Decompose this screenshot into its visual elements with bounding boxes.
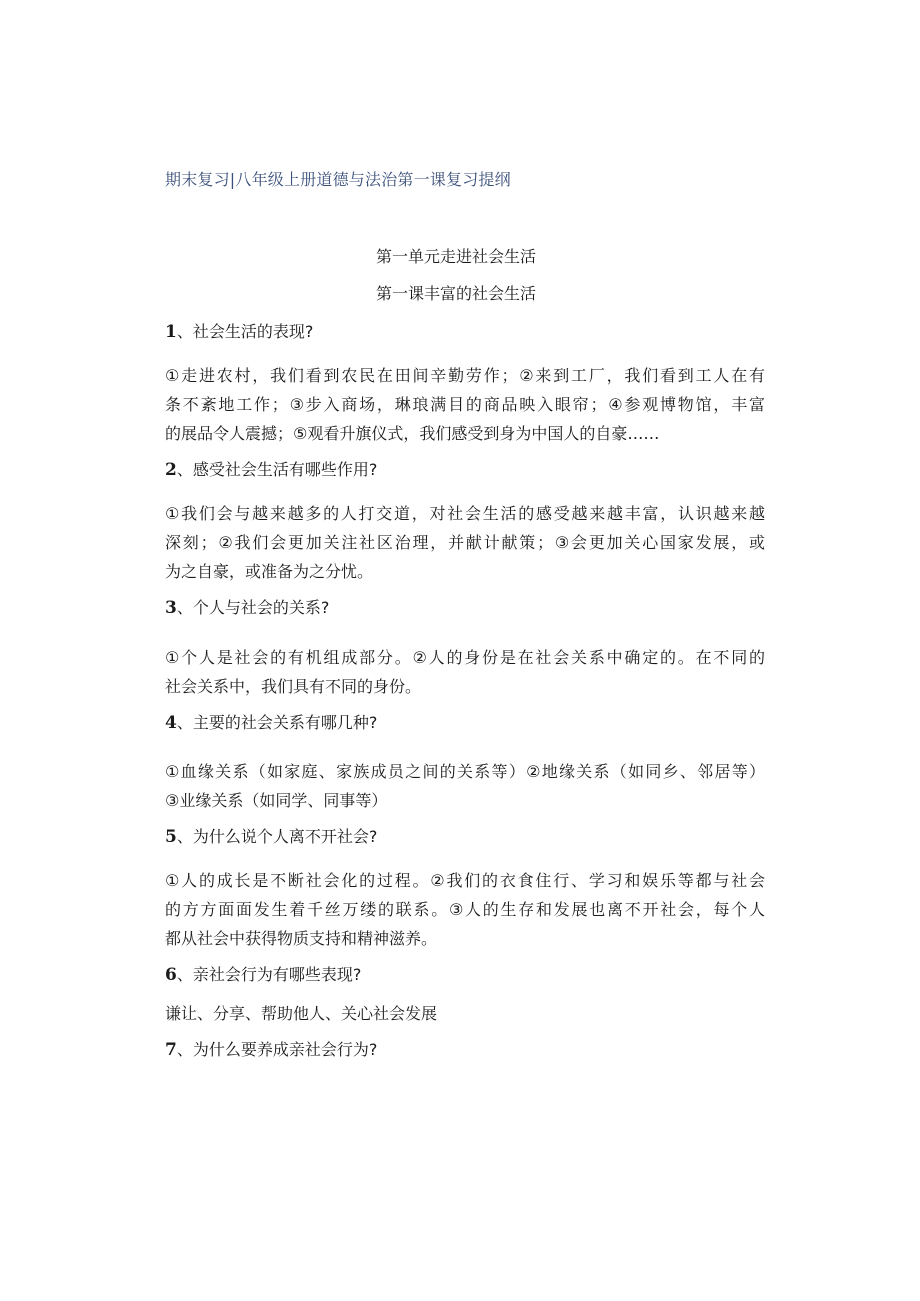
lesson-title bbox=[0, 281, 920, 304]
outline-content bbox=[165, 318, 765, 1064]
question-number: 2 bbox=[165, 460, 177, 480]
question-text: 、亲社会行为有哪些表现? bbox=[176, 965, 362, 984]
answer-6 bbox=[165, 999, 765, 1028]
section-4 bbox=[165, 709, 765, 815]
answer-line: 社会关系中，我们具有不同的身份。 bbox=[165, 677, 422, 696]
question-text: 、感受社会生活有哪些作用? bbox=[176, 460, 378, 479]
answer-line: 为之自豪，或准备为之分忧。 bbox=[165, 562, 374, 581]
answer-line: ①人的成长是不断社会化的过程。②我们的衣食住行、学习和娱乐等都与社会 bbox=[165, 871, 765, 890]
question-3 bbox=[165, 594, 765, 622]
answer-line: ①个人是社会的有机组成部分。②人的身份是在社会关系中确定的。在不同的 bbox=[165, 648, 765, 667]
section-2 bbox=[165, 456, 765, 586]
answer-line: 的方方面面发生着千丝万缕的联系。③人的生存和发展也离不开社会，每个人 bbox=[165, 900, 765, 919]
question-text: 、社会生活的表现? bbox=[176, 322, 314, 341]
answer-line: ①我们会与越来越多的人打交道，对社会生活的感受越来越丰富，认识越来越 bbox=[165, 504, 765, 523]
section-1 bbox=[165, 318, 765, 448]
question-2 bbox=[165, 456, 765, 484]
question-5 bbox=[165, 823, 765, 851]
unit-title-text: 第一单元走进社会生活 bbox=[375, 247, 536, 266]
question-number: 5 bbox=[165, 827, 177, 847]
answer-line: 条不紊地工作；③步入商场，琳琅满目的商品映入眼帘；④参观博物馆，丰富 bbox=[165, 395, 765, 414]
question-number: 6 bbox=[165, 965, 177, 985]
document-title: 期末复习|八年级上册道德与法治第一课复习提纲 bbox=[165, 170, 511, 189]
answer-line: 都从社会中获得物质支持和精神滋养。 bbox=[165, 929, 438, 948]
question-number: 4 bbox=[165, 713, 177, 733]
section-5 bbox=[165, 823, 765, 953]
answer-line: ③业缘关系（如同学、同事等） bbox=[165, 791, 388, 810]
question-number: 1 bbox=[165, 322, 177, 342]
question-4 bbox=[165, 709, 765, 737]
question-6 bbox=[165, 961, 765, 989]
question-text: 、个人与社会的关系? bbox=[176, 598, 330, 617]
question-text: 、为什么说个人离不开社会? bbox=[176, 827, 378, 846]
answer-line: 深刻；②我们会更加关注社区治理，并献计献策；③会更加关心国家发展，或 bbox=[165, 533, 765, 552]
answer-4 bbox=[165, 757, 765, 815]
answer-2 bbox=[165, 499, 765, 586]
answer-5 bbox=[165, 866, 765, 953]
answer-line: ①血缘关系（如家庭、家族成员之间的关系等）②地缘关系（如同乡、邻居等） bbox=[165, 762, 765, 781]
answer-line: 的展品令人震撼；⑤观看升旗仪式，我们感受到身为中国人的自豪…… bbox=[165, 424, 660, 443]
section-6 bbox=[165, 961, 765, 1028]
question-text: 、主要的社会关系有哪几种? bbox=[176, 713, 378, 732]
answer-line: ①走进农村，我们看到农民在田间辛勤劳作；②来到工厂，我们看到工人在有 bbox=[165, 366, 765, 385]
answer-1 bbox=[165, 361, 765, 448]
unit-title bbox=[0, 244, 920, 267]
section-7 bbox=[165, 1036, 765, 1064]
answer-3 bbox=[165, 643, 765, 701]
answer-line: 谦让、分享、帮助他人、关心社会发展 bbox=[165, 1004, 438, 1023]
question-1 bbox=[165, 318, 765, 346]
question-number: 7 bbox=[165, 1040, 177, 1060]
section-3 bbox=[165, 594, 765, 701]
question-7 bbox=[165, 1036, 765, 1064]
question-number: 3 bbox=[165, 598, 177, 618]
question-text: 、为什么要养成亲社会行为? bbox=[176, 1040, 378, 1059]
lesson-title-text: 第一课丰富的社会生活 bbox=[375, 284, 536, 303]
